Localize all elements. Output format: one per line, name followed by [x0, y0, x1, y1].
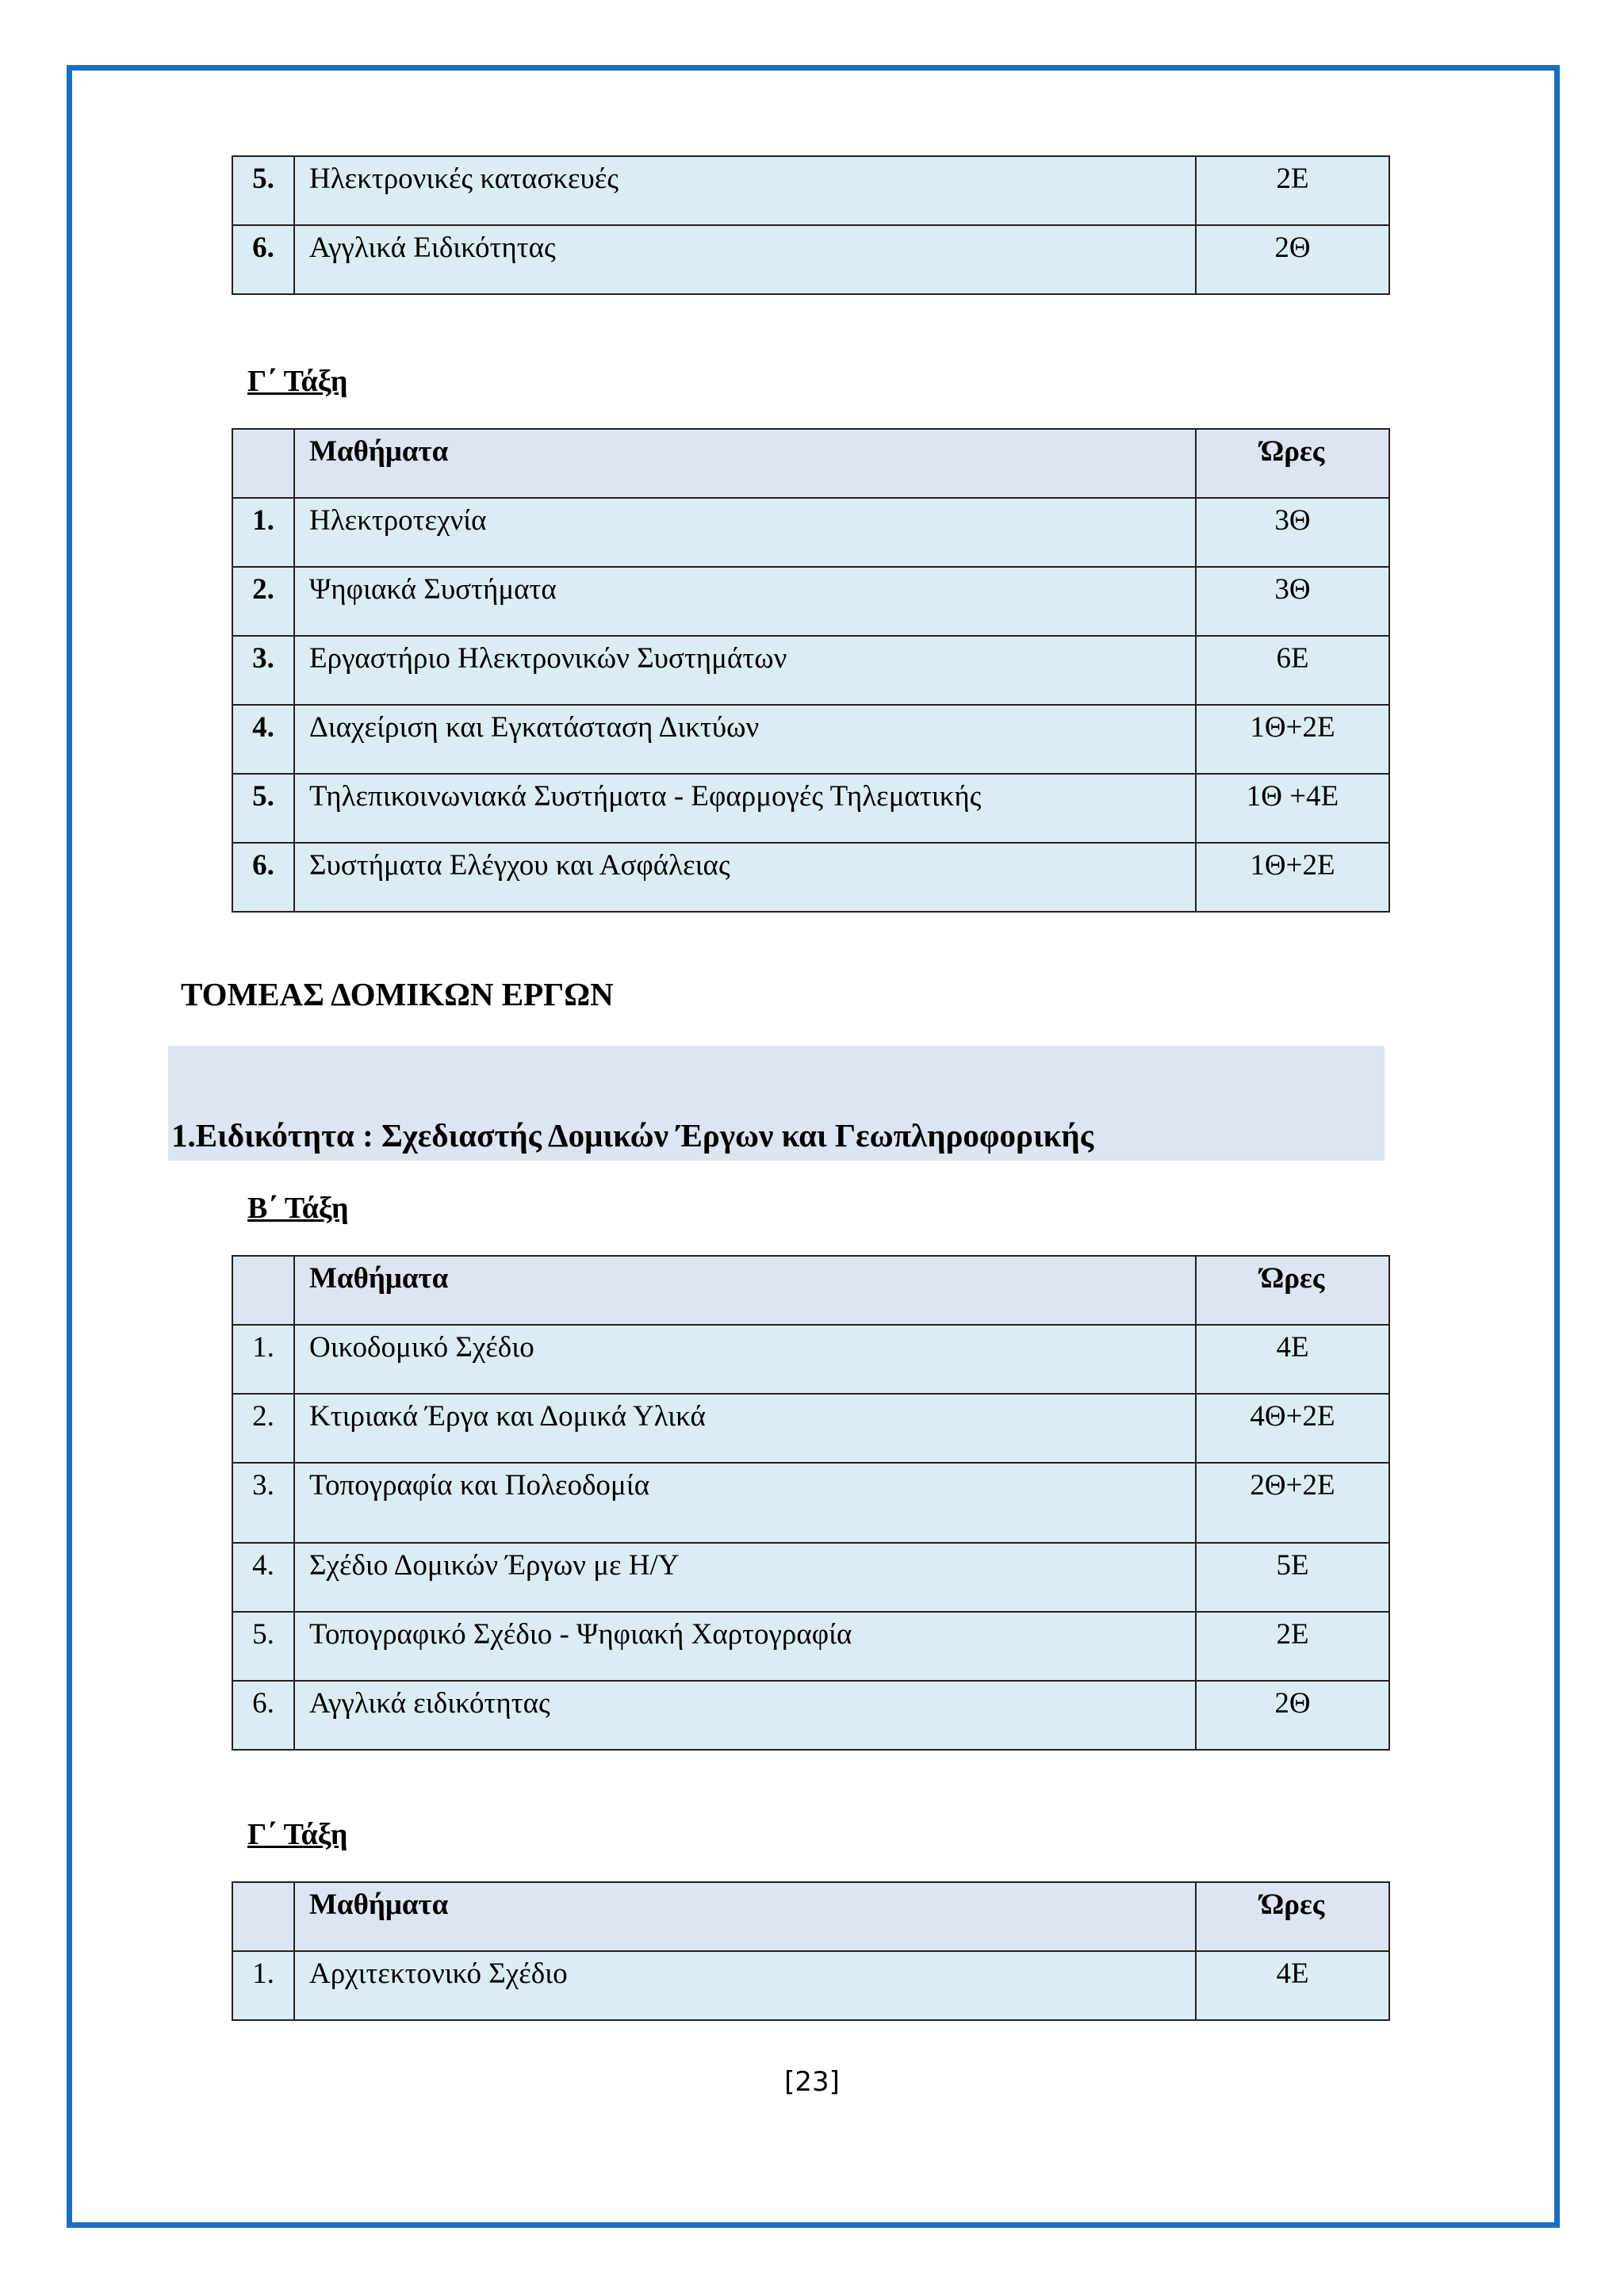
- row-number: 1.: [232, 1951, 294, 2020]
- row-number: 2.: [232, 1394, 294, 1463]
- row-number: 4.: [232, 1543, 294, 1612]
- subject-cell: Ηλεκτροτεχνία: [294, 498, 1196, 567]
- courses-table-g1: [232, 428, 1390, 913]
- hours-cell: 4Ε: [1196, 1325, 1389, 1394]
- table-row: [232, 498, 1389, 567]
- courses-table-top: [232, 155, 1390, 295]
- row-number: 1.: [232, 498, 294, 567]
- subject-cell: Εργαστήριο Ηλεκτρονικών Συστημάτων: [294, 636, 1196, 705]
- header-number-cell: [232, 1256, 294, 1325]
- row-number: 4.: [232, 705, 294, 774]
- courses-table-g2: [232, 1881, 1390, 2021]
- table-row: [232, 705, 1389, 774]
- hours-cell: 2Ε: [1196, 1612, 1389, 1681]
- table-row: [232, 1463, 1389, 1543]
- row-number: 6.: [232, 225, 294, 294]
- table-row: [232, 1325, 1389, 1394]
- hours-cell: 6Ε: [1196, 636, 1389, 705]
- hours-cell: 5Ε: [1196, 1543, 1389, 1612]
- header-hours: Ώρες: [1196, 429, 1389, 498]
- subject-cell: Αγγλικά ειδικότητας: [294, 1681, 1196, 1750]
- row-number: 5.: [232, 156, 294, 225]
- subject-cell: Ψηφιακά Συστήματα: [294, 567, 1196, 636]
- row-number: 6.: [232, 1681, 294, 1750]
- subject-cell: Αγγλικά Ειδικότητας: [294, 225, 1196, 294]
- subject-cell: Τηλεπικοινωνιακά Συστήματα - Εφαρμογές Τηλεματικής: [294, 774, 1196, 843]
- row-number: 5.: [232, 774, 294, 843]
- table-row: [232, 843, 1389, 912]
- header-subject: Μαθήματα: [294, 1256, 1196, 1325]
- row-number: 3.: [232, 1463, 294, 1543]
- specialty-heading: 1.Ειδικότητα : Σχεδιαστής Δομικών Έργων και Γεωπληροφορικής: [171, 1117, 1094, 1154]
- table-row: [232, 567, 1389, 636]
- table-row: [232, 1951, 1389, 2020]
- subject-cell: Διαχείριση και Εγκατάσταση Δικτύων: [294, 705, 1196, 774]
- subject-cell: Οικοδομικό Σχέδιο: [294, 1325, 1196, 1394]
- table-row: [232, 225, 1389, 294]
- hours-cell: 2Θ: [1196, 225, 1389, 294]
- sector-heading: ΤΟΜΕΑΣ ΔΟΜΙΚΩΝ ΕΡΓΩΝ: [181, 976, 614, 1012]
- header-hours: Ώρες: [1196, 1882, 1389, 1951]
- hours-cell: 4Ε: [1196, 1951, 1389, 2020]
- row-number: 1.: [232, 1325, 294, 1394]
- class-heading: Γ΄ Τάξη: [247, 1818, 348, 1851]
- table-row: [232, 1681, 1389, 1750]
- row-number: 5.: [232, 1612, 294, 1681]
- class-heading: Β΄ Τάξη: [247, 1192, 349, 1225]
- header-hours: Ώρες: [1196, 1256, 1389, 1325]
- table-row: [232, 1612, 1389, 1681]
- subject-cell: Τοπογραφικό Σχέδιο - Ψηφιακή Χαρτογραφία: [294, 1612, 1196, 1681]
- table-row: [232, 774, 1389, 843]
- subject-cell: Αρχιτεκτονικό Σχέδιο: [294, 1951, 1196, 2020]
- hours-cell: 1Θ+2Ε: [1196, 843, 1389, 912]
- row-number: 6.: [232, 843, 294, 912]
- subject-cell: Ηλεκτρονικές κατασκευές: [294, 156, 1196, 225]
- class-heading: Γ΄ Τάξη: [247, 365, 348, 398]
- table-row: [232, 1543, 1389, 1612]
- table-header-row: [232, 1882, 1389, 1951]
- table-header-row: [232, 1256, 1389, 1325]
- table-header-row: [232, 429, 1389, 498]
- subject-cell: Κτιριακά Έργα και Δομικά Υλικά: [294, 1394, 1196, 1463]
- header-subject: Μαθήματα: [294, 1882, 1196, 1951]
- hours-cell: 2Θ+2Ε: [1196, 1463, 1389, 1543]
- subject-cell: Συστήματα Ελέγχου και Ασφάλειας: [294, 843, 1196, 912]
- header-number-cell: [232, 1882, 294, 1951]
- table-row: [232, 156, 1389, 225]
- hours-cell: 3Θ: [1196, 498, 1389, 567]
- hours-cell: 1Θ+2Ε: [1196, 705, 1389, 774]
- courses-table-b: [232, 1255, 1390, 1751]
- table-row: [232, 1394, 1389, 1463]
- row-number: 3.: [232, 636, 294, 705]
- header-number-cell: [232, 429, 294, 498]
- subject-cell: Τοπογραφία και Πολεοδομία: [294, 1463, 1196, 1543]
- hours-cell: 3Θ: [1196, 567, 1389, 636]
- table-row: [232, 636, 1389, 705]
- hours-cell: 4Θ+2Ε: [1196, 1394, 1389, 1463]
- subject-cell: Σχέδιο Δομικών Έργων με Η/Υ: [294, 1543, 1196, 1612]
- page-number: [23]: [784, 2066, 840, 2098]
- hours-cell: 2Θ: [1196, 1681, 1389, 1750]
- hours-cell: 2Ε: [1196, 156, 1389, 225]
- row-number: 2.: [232, 567, 294, 636]
- header-subject: Μαθήματα: [294, 429, 1196, 498]
- hours-cell: 1Θ +4Ε: [1196, 774, 1389, 843]
